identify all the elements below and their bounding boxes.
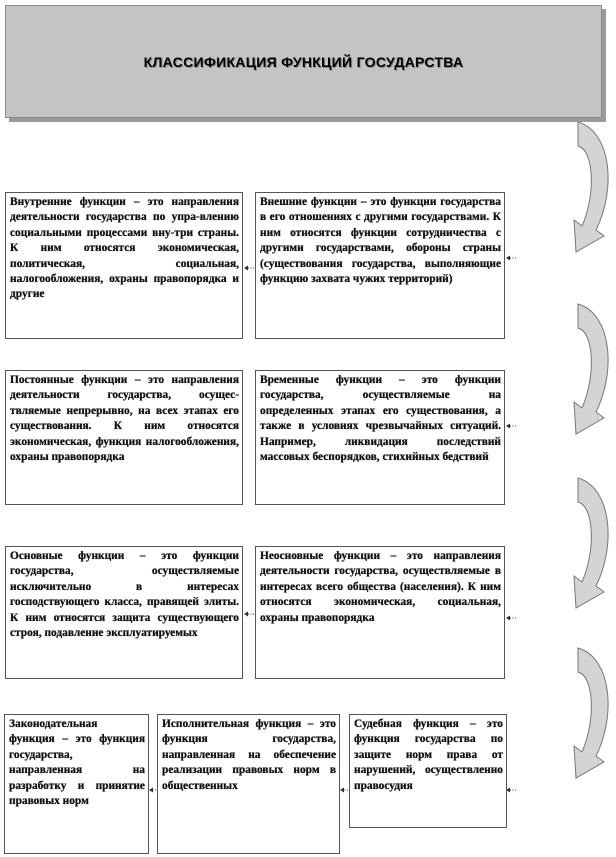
temporary-functions-text: Временные функции – это функции государства, осуществляемые на определенных этапах его существования, а также в условиях чрезвычайных ситуаций. Например, ликвидация последствий массовых беспорядков, стихийных бедствий: [260, 374, 501, 464]
curved-arrow-icon: [574, 304, 608, 434]
main-functions-text: Основные функции – это функции государства, осуществляемые исключительно в интересах господствующего класса, правящей элиты. К ним относятся защита существующего строя, подавление эксплуатируемых: [10, 550, 239, 640]
executive-function-text: Исполнительная функция – это функция государства, направленная на обеспечение реализации правовых норм в общественных: [162, 718, 336, 792]
curved-arrow-icon: [574, 648, 608, 778]
diagram-title: КЛАССИФИКАЦИЯ ФУНКЦИЙ ГОСУДАРСТВА: [143, 53, 464, 70]
permanent-functions-text: Постоянные функции – это направления деятельности государства, осущес-твляемые непрерывно, на всех этапах его существования. К ним относятся экономическая, функция налогообложения, охраны правопорядка: [10, 374, 239, 464]
legislative-function-text: Законодательная функция – это функция государства, направленная на разработку и принятие правовых норм: [9, 718, 145, 808]
judicial-function-text: Судебная функция – это функция государства по защите норм права от нарушений, осуществленно правосудия: [354, 718, 503, 792]
pointer-arrows: [149, 256, 516, 793]
external-functions-text: Внешние функции – это функции государства в его отношениях с другими государствами. К ним относятся функции сотрудничества с другими государствами, обороны страны (существования государства, выполняющие функцию захвата чужих территорий): [260, 196, 501, 286]
curved-arrow-icon: [574, 122, 608, 252]
curved-arrow-icon: [574, 478, 608, 608]
secondary-functions-text: Неосновные функции – это направления деятельности государства, осуществляемые в интересах всего общества (населения). К ним относятся экономическая, социальная, охраны правопорядка: [260, 550, 501, 624]
internal-functions-text: Внутренние функции – это направления деятельности государства по упра-влению социальными процессами вну-три страны. К ним относятся экономическая, политическая, социальная, налогообложения, охраны правопорядка и другие: [10, 196, 239, 301]
